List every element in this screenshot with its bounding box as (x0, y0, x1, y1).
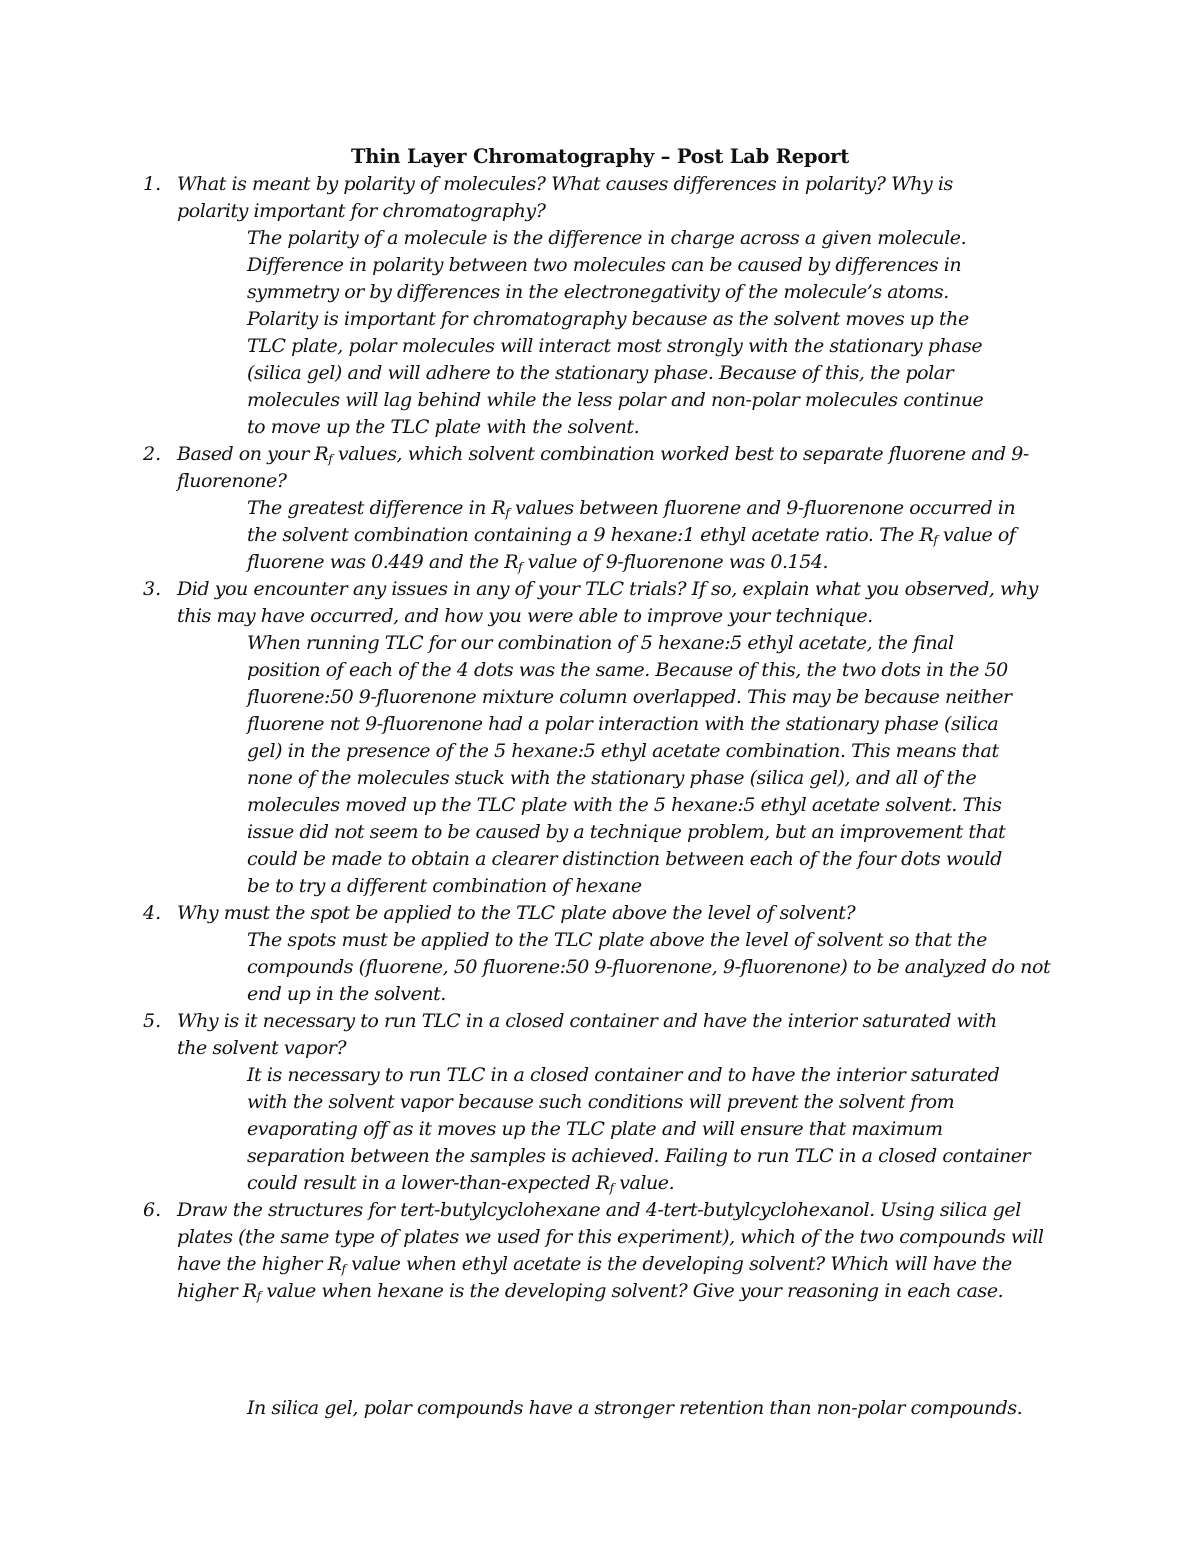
text-run: fluorene was 0.449 and the R (247, 551, 519, 573)
text-run: higher R (177, 1280, 257, 1302)
answer-line: gel) in the presence of the 5 hexane:5 ethyl acetate combination. This means that (247, 740, 999, 762)
text-run: value of 9-fluorenone was 0.154. (522, 551, 829, 573)
question-line: this may have occurred, and how you were able to improve your technique. (177, 605, 873, 627)
subscript: f (341, 1262, 346, 1276)
answer-line: fluorene:50 9-fluorenone mixture column overlapped. This may be because neither (247, 686, 1012, 708)
answer-line (247, 1170, 674, 1197)
question-line: Did you encounter any issues in any of your TLC trials? If so, explain what you observed, why (177, 578, 1038, 600)
answer-line (247, 522, 1015, 549)
answer-line: to move up the TLC plate with the solvent. (247, 416, 640, 438)
answer-line: fluorene not 9-fluorenone had a polar interaction with the stationary phase (silica (247, 713, 999, 735)
text-run: Based on your R (177, 443, 329, 465)
subscript: f (256, 1289, 261, 1303)
subscript: f (518, 560, 523, 574)
answer-line: evaporating off as it moves up the TLC plate and will ensure that maximum (247, 1118, 943, 1140)
subscript: f (328, 452, 333, 466)
answer-line: molecules moved up the TLC plate with the 5 hexane:5 ethyl acetate solvent. This (247, 794, 1002, 816)
answer-line: (silica gel) and will adhere to the stationary phase. Because of this, the polar (247, 362, 954, 384)
subscript: f (609, 1181, 614, 1195)
subscript: f (505, 506, 510, 520)
answer-line: with the solvent vapor because such conditions will prevent the solvent from (247, 1091, 955, 1113)
answer-line: The spots must be applied to the TLC plate above the level of solvent so that the (247, 929, 987, 951)
answer-line: end up in the solvent. (247, 983, 446, 1005)
text-run: the solvent combination containing a 9 hexane:1 ethyl acetate ratio. The R (247, 524, 934, 546)
answer-line: none of the molecules stuck with the stationary phase (silica gel), and all of the (247, 767, 977, 789)
answer-line: separation between the samples is achieved. Failing to run TLC in a closed container (247, 1145, 1031, 1167)
question-number: 3. (143, 578, 162, 600)
answer-line: could be made to obtain a clearer distinction between each of the four dots would (247, 848, 1002, 870)
answer-line: be to try a different combination of hexane (247, 875, 642, 897)
question-line: Why is it necessary to run TLC in a closed container and have the interior saturated with (177, 1010, 997, 1032)
text-run: value of (937, 524, 1016, 546)
text-run: value when ethyl acetate is the developing solvent? Which will have the (345, 1253, 1012, 1275)
answer-line: molecules will lag behind while the less polar and non-polar molecules continue (247, 389, 984, 411)
report-title: Thin Layer Chromatography – Post Lab Report (350, 145, 850, 168)
text-run: The greatest difference in R (247, 497, 506, 519)
answer-line: compounds (fluorene, 50 fluorene:50 9-fluorenone, 9-fluorenone) to be analyzed do not (247, 956, 1051, 978)
text-run: values between fluorene and 9-fluorenone occurred in (509, 497, 1016, 519)
answer-line: The polarity of a molecule is the difference in charge across a given molecule. (247, 227, 967, 249)
answer-line: symmetry or by differences in the electronegativity of the molecule’s atoms. (247, 281, 949, 303)
question-line (177, 1251, 1012, 1278)
question-line (177, 441, 1029, 468)
text-run: could result in a lower-than-expected R (247, 1172, 610, 1194)
subscript: f (933, 533, 938, 547)
question-line: the solvent vapor? (177, 1037, 347, 1059)
question-line: Why must the spot be applied to the TLC plate above the level of solvent? (177, 902, 856, 924)
question-line (177, 1278, 1003, 1305)
text-run: value. (613, 1172, 675, 1194)
answer-line: issue did not seem to be caused by a technique problem, but an improvement that (247, 821, 1006, 843)
question-line: Draw the structures for tert-butylcyclohexane and 4-tert-butylcyclohexanol. Using silica gel (177, 1199, 1021, 1221)
answer-line: position of each of the 4 dots was the same. Because of this, the two dots in the 50 (247, 659, 1008, 681)
answer-line: It is necessary to run TLC in a closed container and to have the interior saturated (247, 1064, 1000, 1086)
answer-line (247, 549, 828, 576)
question-number: 1. (143, 173, 162, 195)
answer-line: Difference in polarity between two molecules can be caused by differences in (247, 254, 962, 276)
answer-line: Polarity is important for chromatography because as the solvent moves up the (247, 308, 969, 330)
answer-line (247, 495, 1015, 522)
question-number: 2. (143, 443, 162, 465)
question-line: What is meant by polarity of molecules? What causes differences in polarity? Why is (177, 173, 953, 195)
question-line: fluorenone? (177, 470, 287, 492)
answer-line: In silica gel, polar compounds have a stronger retention than non-polar compounds. (247, 1397, 1023, 1419)
text-run: have the higher R (177, 1253, 342, 1275)
question-number: 6. (143, 1199, 162, 1221)
answer-line: TLC plate, polar molecules will interact most strongly with the stationary phase (247, 335, 983, 357)
question-number: 5. (143, 1010, 162, 1032)
question-number: 4. (143, 902, 162, 924)
question-line: plates (the same type of plates we used for this experiment), which of the two compounds will (177, 1226, 1044, 1248)
text-run: value when hexane is the developing solvent? Give your reasoning in each case. (260, 1280, 1004, 1302)
text-run: values, which solvent combination worked best to separate fluorene and 9- (332, 443, 1029, 465)
answer-line: When running TLC for our combination of 5 hexane:5 ethyl acetate, the final (247, 632, 954, 654)
question-line: polarity important for chromatography? (177, 200, 546, 222)
